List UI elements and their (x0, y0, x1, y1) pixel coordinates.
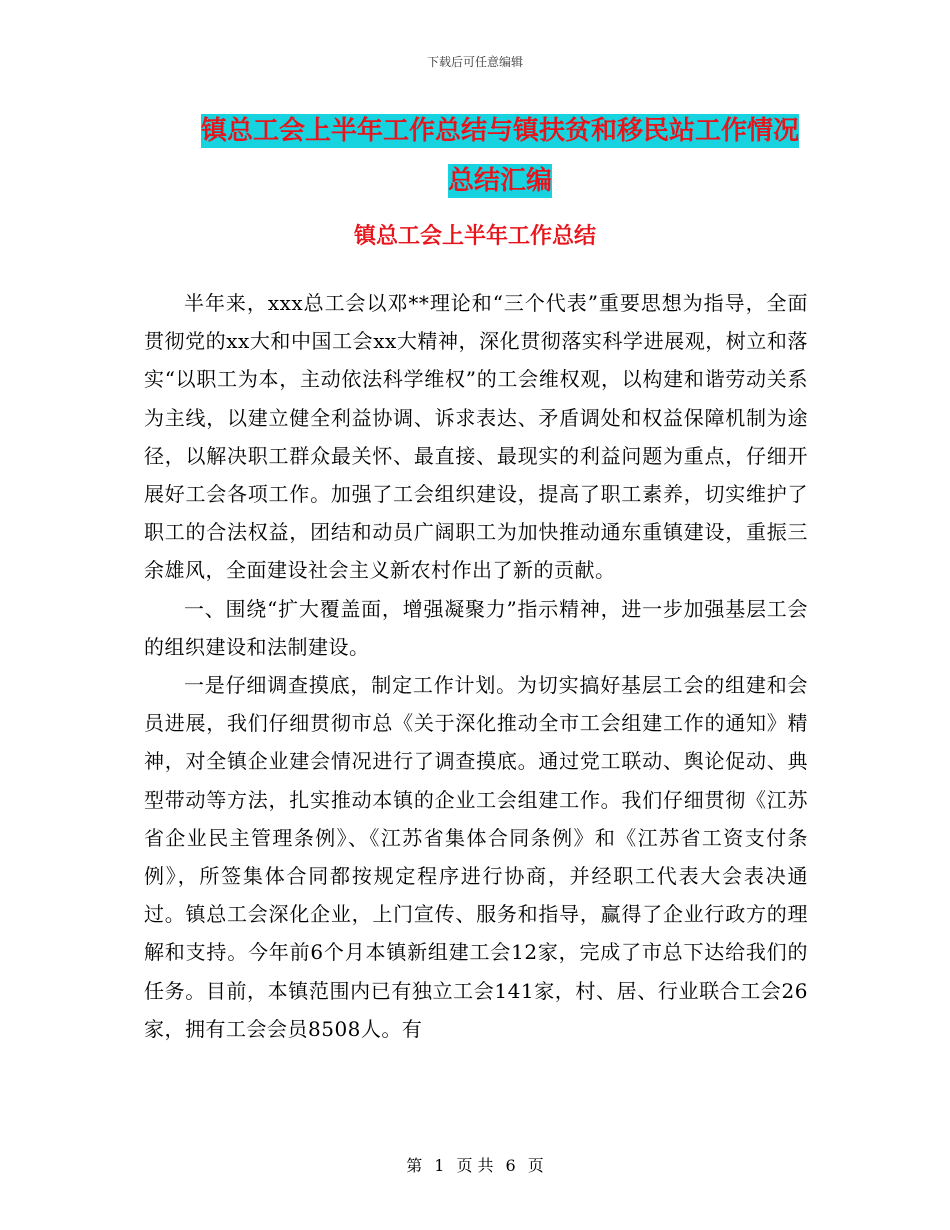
paragraph: 一、围绕“扩大覆盖面，增强凝聚力”指示精神，进一步加强基层工会的组织建设和法制建设。 (144, 596, 808, 659)
page-footer (0, 1153, 950, 1176)
paragraph: 半年来，xxx总工会以邓**理论和“三个代表”重要思想为指导，全面贯彻党的xx大和中国工会xx大精神，深化贯彻落实科学进展观，树立和落实“以职工为本，主动依法科学维权”的工会维权观，以构建和谐劳动关系为主线，以建立健全利益协调、诉求表达、矛盾调处和权益保障机制为途径，以解决职工群众最关怀、最直接、最现实的利益问题为重点，仔细开展好工会各项工作。加强了工会组织建设，提高了职工素养，切实维护了职工的合法权益，团结和动员广阔职工为加快推动通东重镇建设，重振三余雄风，全面建设社会主义新农村作出了新的贡献。 (144, 291, 808, 583)
paragraph: 一是仔细调查摸底，制定工作计划。为切实搞好基层工会的组建和会员进展，我们仔细贯彻市总《关于深化推动全市工会组建工作的通知》精神，对全镇企业建会情况进行了调查摸底。通过党工联动、舆论促动、典型带动等方法，扎实推动本镇的企业工会组建工作。我们仔细贯彻《江苏省企业民主管理条例》、《江苏省集体合同条例》和《江苏省工资支付条例》，所签集体合同都按规定程序进行协商，并经职工代表大会表决通过。镇总工会深化企业，上门宣传、服务和指导，赢得了企业行政方的理解和支持。今年前6个月本镇新组建工会12家，完成了市总下达给我们的任务。目前，本镇范围内已有独立工会141家，村、居、行业联合工会26家，拥有工会会员8508人。有 (144, 673, 808, 1041)
main-title (140, 106, 860, 206)
section-title: 镇总工会上半年工作总结 (353, 224, 596, 249)
footer-middle: 页 共 (456, 1156, 494, 1175)
page-number: 1 (434, 1156, 445, 1175)
body-text (144, 284, 808, 1048)
total-pages: 6 (505, 1156, 516, 1175)
footer-suffix: 页 (527, 1156, 544, 1175)
main-title-line1: 镇总工会上半年工作总结与镇扶贫和移民站工作情况 (200, 116, 799, 146)
main-title-line2: 总结汇编 (447, 166, 552, 196)
header-note: 下载后可任意编辑 (426, 55, 523, 69)
footer-prefix: 第 (406, 1156, 423, 1175)
